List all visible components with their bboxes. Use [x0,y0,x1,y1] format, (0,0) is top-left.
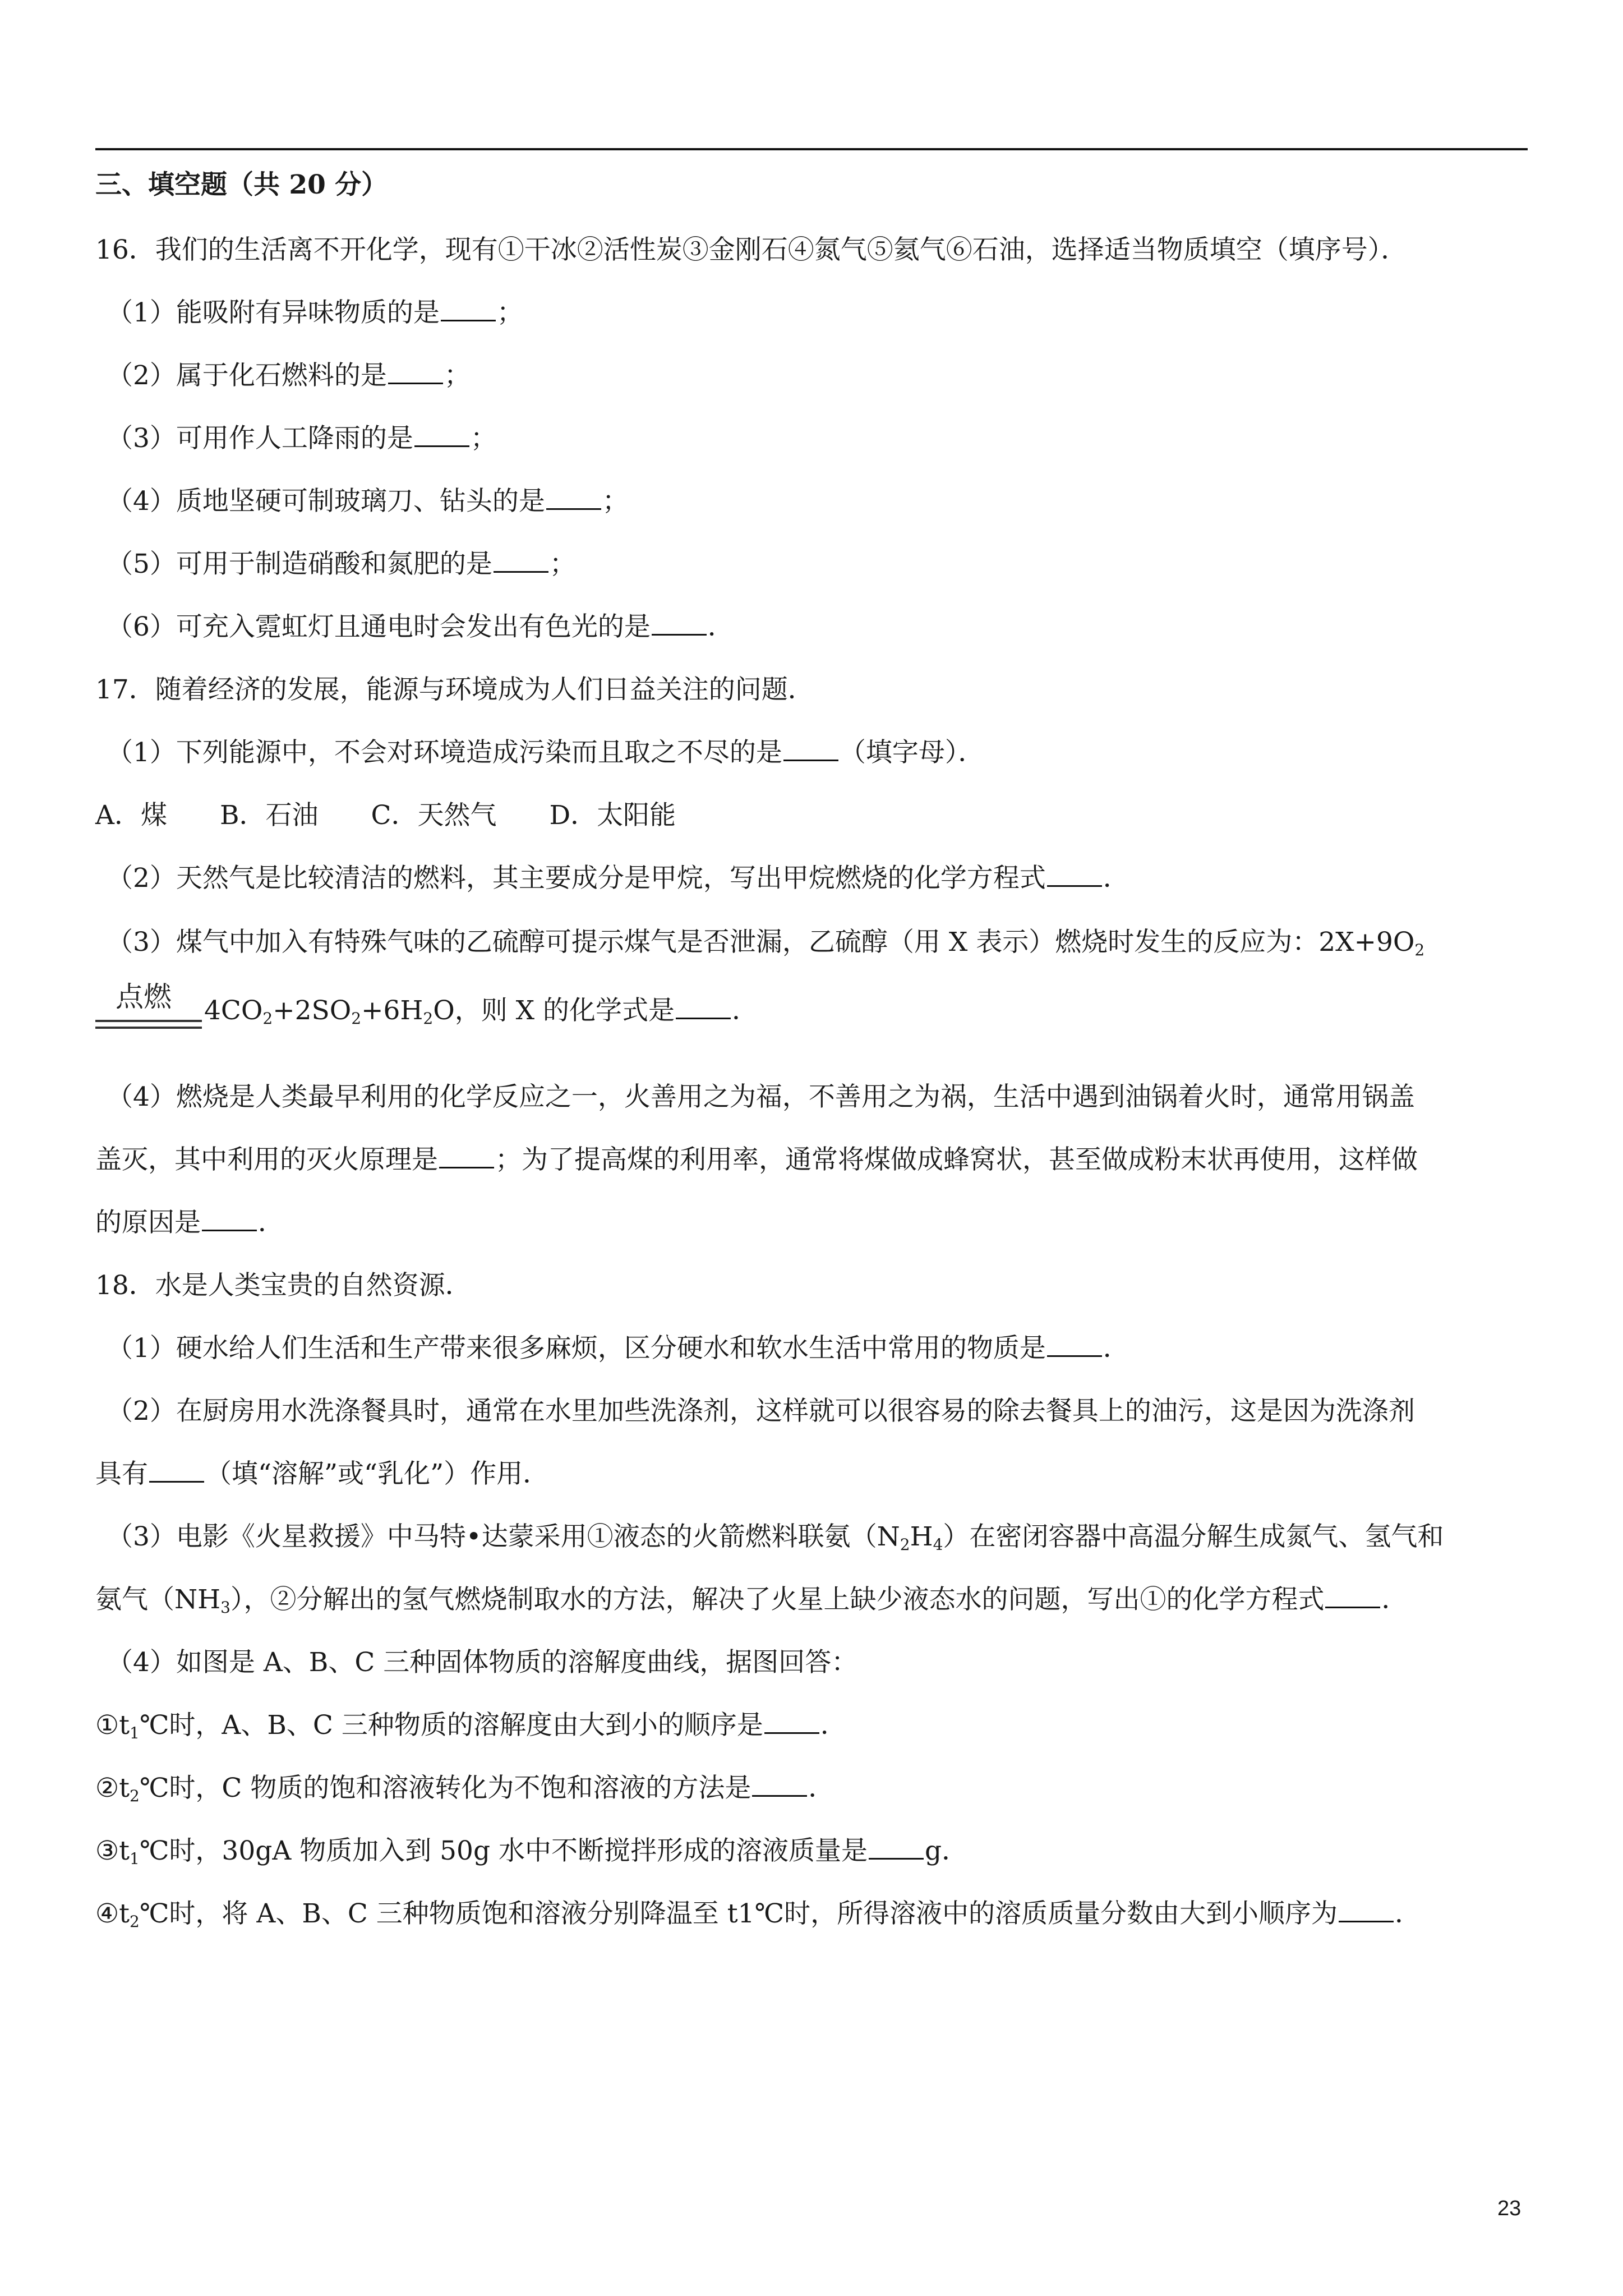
answer-blank[interactable] [202,1206,257,1231]
q16-part-3: （3）可用作人工降雨的是 ； [107,423,497,454]
q18-part-2-line1: （2）在厨房用水洗涤餐具时，通常在水里加些洗涤剂，这样就可以很容易的除去餐具上的油污，这是因为洗涤剂 [107,1396,1415,1427]
q16-part-4: （4）质地坚硬可制玻璃刀、钻头的是 ； [107,486,629,517]
q17-stem: 17．随着经济的发展，能源与环境成为人们日益关注的问题． [95,674,814,705]
q18-sub-3: $③t_1℃$时，30gA 物质加入到 50g 水中不断搅拌形成的溶液质量是 g． [95,1835,969,1868]
q18-part-2-line2: 具有 （填“溶解”或“乳化”）作用． [95,1458,550,1489]
answer-blank[interactable] [764,1709,819,1734]
q17-part-3-line1: （3）煤气中加入有特殊气味的乙硫醇可提示煤气是否泄漏，乙硫醇（用 X 表示）燃烧时发生的反应为：$2X+9O_2$ [107,927,1425,959]
page-number: 23 [1497,2197,1521,2220]
answer-blank[interactable] [546,485,601,510]
answer-blank[interactable] [869,1834,924,1860]
answer-blank[interactable] [1339,1897,1394,1922]
equals-bar-top [95,1020,202,1022]
q16-part-1: （1）能吸附有异味物质的是 ； [107,297,523,328]
q17-part-4-line3: 的原因是 ． [95,1207,284,1238]
answer-blank[interactable] [652,610,707,636]
q16-part-6: （6）可充入霓虹灯且通电时会发出有色光的是 ． [107,611,734,642]
answer-blank[interactable] [494,547,548,573]
q17-part-2: （2）天然气是比较清洁的燃料，其主要成分是甲烷，写出甲烷燃烧的化学方程式 ． [107,863,1129,894]
answer-blank[interactable] [676,994,731,1019]
answer-blank[interactable] [414,422,469,447]
answer-blank[interactable] [149,1457,204,1483]
q17-part-1: （1）下列能源中，不会对环境造成污染而且取之不尽的是 （填字母）． [107,737,985,768]
reaction-condition-arrow [95,981,202,1031]
answer-blank[interactable] [441,296,496,321]
q18-part-4: （4）如图是 A、B、C 三种固体物质的溶解度曲线，据图回答： [107,1647,858,1678]
answer-blank[interactable] [1047,862,1102,887]
answer-blank[interactable] [1325,1583,1380,1608]
q17-part-3-line2: $4CO_2+2SO_2+6H_2O$，则 X 的化学式是 ． [204,995,759,1028]
answer-blank[interactable] [783,736,838,761]
q16-part-2: （2）属于化石燃料的是 ； [107,360,471,391]
section-title: 三、填空题（共 20 分） [95,169,388,200]
equals-bar-bottom [95,1027,202,1029]
q18-part-3-line1: （3）电影《火星救援》中马特•达蒙采用①液态的火箭燃料联氨$(N_2H_4)$在密闭容器中高温分解生成氮气、氢气和 [107,1521,1444,1554]
answer-blank[interactable] [752,1772,807,1797]
header-rule [95,148,1528,150]
q16-part-5: （5）可用于制造硝酸和氮肥的是 ； [107,549,576,579]
q16-stem: 16．我们的生活离不开化学，现有①干冰②活性炭③金刚石④氮气⑤氦气⑥石油，选择适当物质填空（填序号）． [95,234,1408,265]
q17-options: A．煤 B．石油 C．天然气 D．太阳能 [95,800,676,831]
answer-blank[interactable] [1047,1332,1102,1357]
q18-part-1: （1）硬水给人们生活和生产带来很多麻烦，区分硬水和软水生活中常用的物质是 ． [107,1333,1129,1364]
q18-sub-1: $①t_1℃$时，A、B、C 三种物质的溶解度由大到小的顺序是 ． [95,1710,847,1742]
q18-part-3-line2: 氨气$(NH_3)$，②分解出的氢气燃烧制取水的方法，解决了火星上缺少液态水的问题，写出①的化学方程式 ． [95,1584,1408,1617]
q17-part-4-line1: （4）燃烧是人类最早利用的化学反应之一，火善用之为福，不善用之为祸，生活中遇到油锅着火时，通常用锅盖 [107,1082,1415,1112]
q18-sub-4: $④t_2℃$时，将 A、B、C 三种物质饱和溶液分别降温至 t1℃时，所得溶液中的溶质质量分数由大到小顺序为 ． [95,1898,1422,1931]
q17-part-4-line2: 盖灭，其中利用的灭火原理是 ；为了提高煤的利用率，通常将煤做成蜂窝状，甚至做成粉末状再使用，这样做 [95,1144,1418,1175]
answer-blank[interactable] [388,359,443,384]
q18-stem: 18．水是人类宝贵的自然资源． [95,1270,472,1301]
answer-blank[interactable] [439,1143,494,1168]
condition-label: 点燃 [116,981,172,1013]
q18-sub-2: $②t_2℃$时，C 物质的饱和溶液转化为不饱和溶液的方法是 ． [95,1773,835,1805]
